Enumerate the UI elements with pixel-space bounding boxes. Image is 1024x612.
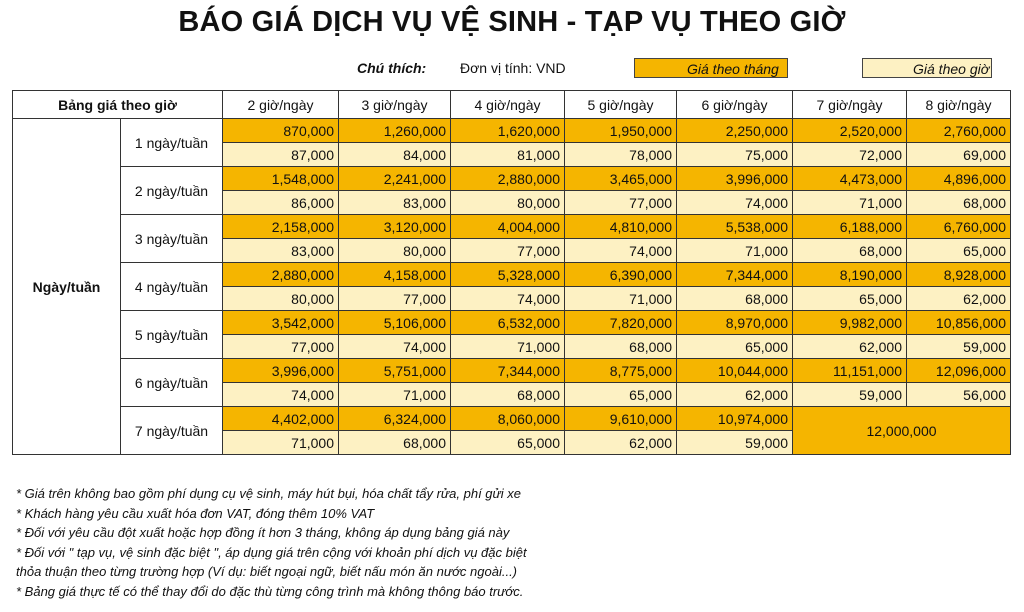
days-per-week-label: 6 ngày/tuần xyxy=(121,359,223,407)
hourly-price-cell: 84,000 xyxy=(339,143,451,167)
hourly-price-cell: 65,000 xyxy=(677,335,793,359)
hourly-price-cell: 71,000 xyxy=(451,335,565,359)
monthly-price-cell: 6,324,000 xyxy=(339,407,451,431)
monthly-price-cell: 3,465,000 xyxy=(565,167,677,191)
hourly-price-cell: 56,000 xyxy=(907,383,1011,407)
hourly-price-cell: 68,000 xyxy=(565,335,677,359)
monthly-price-cell: 5,106,000 xyxy=(339,311,451,335)
monthly-price-cell: 12,096,000 xyxy=(907,359,1011,383)
days-per-week-label: 2 ngày/tuần xyxy=(121,167,223,215)
hourly-price-cell: 69,000 xyxy=(907,143,1011,167)
monthly-price-cell: 6,760,000 xyxy=(907,215,1011,239)
hourly-price-cell: 59,000 xyxy=(677,431,793,455)
monthly-price-cell: 3,996,000 xyxy=(223,359,339,383)
monthly-price-cell: 4,473,000 xyxy=(793,167,907,191)
footnote: * Giá trên không bao gồm phí dụng cụ vệ sinh, máy hút bụi, hóa chất tẩy rửa, phí gửi xe xyxy=(16,486,522,501)
column-header: 4 giờ/ngày xyxy=(451,91,565,119)
monthly-price-cell: 3,120,000 xyxy=(339,215,451,239)
monthly-price-cell: 6,188,000 xyxy=(793,215,907,239)
table-row-monthly xyxy=(13,407,1011,431)
hourly-price-cell: 71,000 xyxy=(677,239,793,263)
hourly-price-cell: 68,000 xyxy=(339,431,451,455)
table-row-monthly xyxy=(13,215,1011,239)
hourly-price-cell: 59,000 xyxy=(793,383,907,407)
hourly-price-cell: 65,000 xyxy=(451,431,565,455)
hourly-price-cell: 77,000 xyxy=(223,335,339,359)
hourly-price-cell: 77,000 xyxy=(451,239,565,263)
footnote: thỏa thuận theo từng trường hợp (Ví dụ: biết ngoại ngữ, biết nấu món ăn nước ngoài...) xyxy=(16,564,518,579)
monthly-price-cell: 870,000 xyxy=(223,119,339,143)
hourly-price-cell: 68,000 xyxy=(907,191,1011,215)
hourly-price-cell: 74,000 xyxy=(223,383,339,407)
monthly-price-cell: 4,158,000 xyxy=(339,263,451,287)
monthly-price-cell: 2,760,000 xyxy=(907,119,1011,143)
monthly-price-cell: 9,610,000 xyxy=(565,407,677,431)
monthly-price-cell: 8,775,000 xyxy=(565,359,677,383)
monthly-price-cell: 7,820,000 xyxy=(565,311,677,335)
monthly-price-cell: 10,856,000 xyxy=(907,311,1011,335)
monthly-price-cell: 8,190,000 xyxy=(793,263,907,287)
merged-price-cell: 12,000,000 xyxy=(793,407,1011,455)
table-row-monthly xyxy=(13,263,1011,287)
monthly-price-cell: 5,751,000 xyxy=(339,359,451,383)
table-corner-header: Bảng giá theo giờ xyxy=(13,91,223,119)
days-per-week-label: 5 ngày/tuần xyxy=(121,311,223,359)
column-header: 6 giờ/ngày xyxy=(677,91,793,119)
monthly-price-cell: 8,928,000 xyxy=(907,263,1011,287)
days-per-week-label: 4 ngày/tuần xyxy=(121,263,223,311)
monthly-price-cell: 2,880,000 xyxy=(451,167,565,191)
unit-label: Đơn vị tính: VND xyxy=(460,60,566,76)
monthly-price-cell: 1,950,000 xyxy=(565,119,677,143)
footnote: * Đối với yêu cầu đột xuất hoặc hợp đồng ít hơn 3 tháng, không áp dụng bảng giá này xyxy=(16,525,510,540)
hourly-price-cell: 68,000 xyxy=(451,383,565,407)
monthly-price-cell: 9,982,000 xyxy=(793,311,907,335)
column-header: 8 giờ/ngày xyxy=(907,91,1011,119)
hourly-price-cell: 83,000 xyxy=(223,239,339,263)
monthly-price-cell: 8,970,000 xyxy=(677,311,793,335)
hourly-price-cell: 71,000 xyxy=(339,383,451,407)
hourly-price-cell: 65,000 xyxy=(907,239,1011,263)
monthly-price-cell: 2,158,000 xyxy=(223,215,339,239)
footnote: * Khách hàng yêu cầu xuất hóa đơn VAT, đóng thêm 10% VAT xyxy=(16,505,375,521)
legend xyxy=(0,58,1024,80)
table-row-monthly xyxy=(13,359,1011,383)
hourly-price-cell: 62,000 xyxy=(565,431,677,455)
monthly-price-cell: 7,344,000 xyxy=(451,359,565,383)
hourly-price-cell: 86,000 xyxy=(223,191,339,215)
hourly-price-cell: 87,000 xyxy=(223,143,339,167)
table-row-monthly xyxy=(13,167,1011,191)
legend-label: Chú thích: xyxy=(357,60,427,76)
footnote: * Bảng giá thực tế có thể thay đổi do đặc thù từng công trình mà không thông báo trước. xyxy=(16,583,524,599)
table-row-monthly xyxy=(13,119,1011,143)
hourly-price-cell: 62,000 xyxy=(907,287,1011,311)
monthly-price-cell: 4,896,000 xyxy=(907,167,1011,191)
days-per-week-label: 1 ngày/tuần xyxy=(121,119,223,167)
monthly-price-cell: 5,538,000 xyxy=(677,215,793,239)
footnotes xyxy=(16,484,1016,601)
hourly-price-cell: 71,000 xyxy=(565,287,677,311)
monthly-price-cell: 2,520,000 xyxy=(793,119,907,143)
hourly-price-cell: 83,000 xyxy=(339,191,451,215)
hourly-price-cell: 74,000 xyxy=(565,239,677,263)
hourly-price-cell: 80,000 xyxy=(339,239,451,263)
hourly-price-cell: 80,000 xyxy=(223,287,339,311)
hourly-price-cell: 74,000 xyxy=(677,191,793,215)
monthly-price-cell: 4,402,000 xyxy=(223,407,339,431)
hourly-price-cell: 75,000 xyxy=(677,143,793,167)
monthly-price-cell: 11,151,000 xyxy=(793,359,907,383)
hourly-price-cell: 71,000 xyxy=(223,431,339,455)
hourly-price-cell: 65,000 xyxy=(793,287,907,311)
monthly-price-cell: 7,344,000 xyxy=(677,263,793,287)
hourly-price-cell: 68,000 xyxy=(677,287,793,311)
hourly-price-cell: 80,000 xyxy=(451,191,565,215)
monthly-price-cell: 2,241,000 xyxy=(339,167,451,191)
days-per-week-label: 7 ngày/tuần xyxy=(121,407,223,455)
price-table xyxy=(12,90,1011,455)
column-header: 3 giờ/ngày xyxy=(339,91,451,119)
hourly-price-cell: 59,000 xyxy=(907,335,1011,359)
hourly-price-cell: 71,000 xyxy=(793,191,907,215)
page-title: BÁO GIÁ DỊCH VỤ VỆ SINH - TẠP VỤ THEO GIỜ xyxy=(178,6,846,38)
footnote: * Đối với " tạp vụ, vệ sinh đặc biệt ", áp dụng giá trên cộng với khoản phí dịch vụ đặc biệt xyxy=(16,544,527,560)
monthly-price-cell: 3,996,000 xyxy=(677,167,793,191)
hourly-price-cell: 62,000 xyxy=(793,335,907,359)
hourly-price-cell: 77,000 xyxy=(339,287,451,311)
hourly-price-cell: 68,000 xyxy=(793,239,907,263)
monthly-price-cell: 2,880,000 xyxy=(223,263,339,287)
monthly-price-cell: 6,390,000 xyxy=(565,263,677,287)
monthly-price-cell: 8,060,000 xyxy=(451,407,565,431)
hourly-price-cell: 72,000 xyxy=(793,143,907,167)
hourly-price-cell: 65,000 xyxy=(565,383,677,407)
hourly-price-cell: 74,000 xyxy=(451,287,565,311)
legend-hourly-label: Giá theo giờ xyxy=(913,61,990,77)
monthly-price-cell: 10,044,000 xyxy=(677,359,793,383)
hourly-price-cell: 77,000 xyxy=(565,191,677,215)
column-header: 7 giờ/ngày xyxy=(793,91,907,119)
monthly-price-cell: 6,532,000 xyxy=(451,311,565,335)
days-per-week-label: 3 ngày/tuần xyxy=(121,215,223,263)
hourly-price-cell: 78,000 xyxy=(565,143,677,167)
monthly-price-cell: 2,250,000 xyxy=(677,119,793,143)
hourly-price-cell: 81,000 xyxy=(451,143,565,167)
row-group-label: Ngày/tuần xyxy=(13,119,121,455)
monthly-price-cell: 1,548,000 xyxy=(223,167,339,191)
monthly-price-cell: 4,004,000 xyxy=(451,215,565,239)
column-header: 5 giờ/ngày xyxy=(565,91,677,119)
hourly-price-cell: 62,000 xyxy=(677,383,793,407)
legend-monthly-label: Giá theo tháng xyxy=(687,61,779,77)
legend-hourly-swatch xyxy=(862,58,992,78)
column-header: 2 giờ/ngày xyxy=(223,91,339,119)
table-header-row xyxy=(13,91,1011,119)
monthly-price-cell: 3,542,000 xyxy=(223,311,339,335)
monthly-price-cell: 4,810,000 xyxy=(565,215,677,239)
monthly-price-cell: 10,974,000 xyxy=(677,407,793,431)
monthly-price-cell: 5,328,000 xyxy=(451,263,565,287)
table-row-monthly xyxy=(13,311,1011,335)
hourly-price-cell: 74,000 xyxy=(339,335,451,359)
monthly-price-cell: 1,620,000 xyxy=(451,119,565,143)
monthly-price-cell: 1,260,000 xyxy=(339,119,451,143)
legend-monthly-swatch xyxy=(634,58,788,78)
